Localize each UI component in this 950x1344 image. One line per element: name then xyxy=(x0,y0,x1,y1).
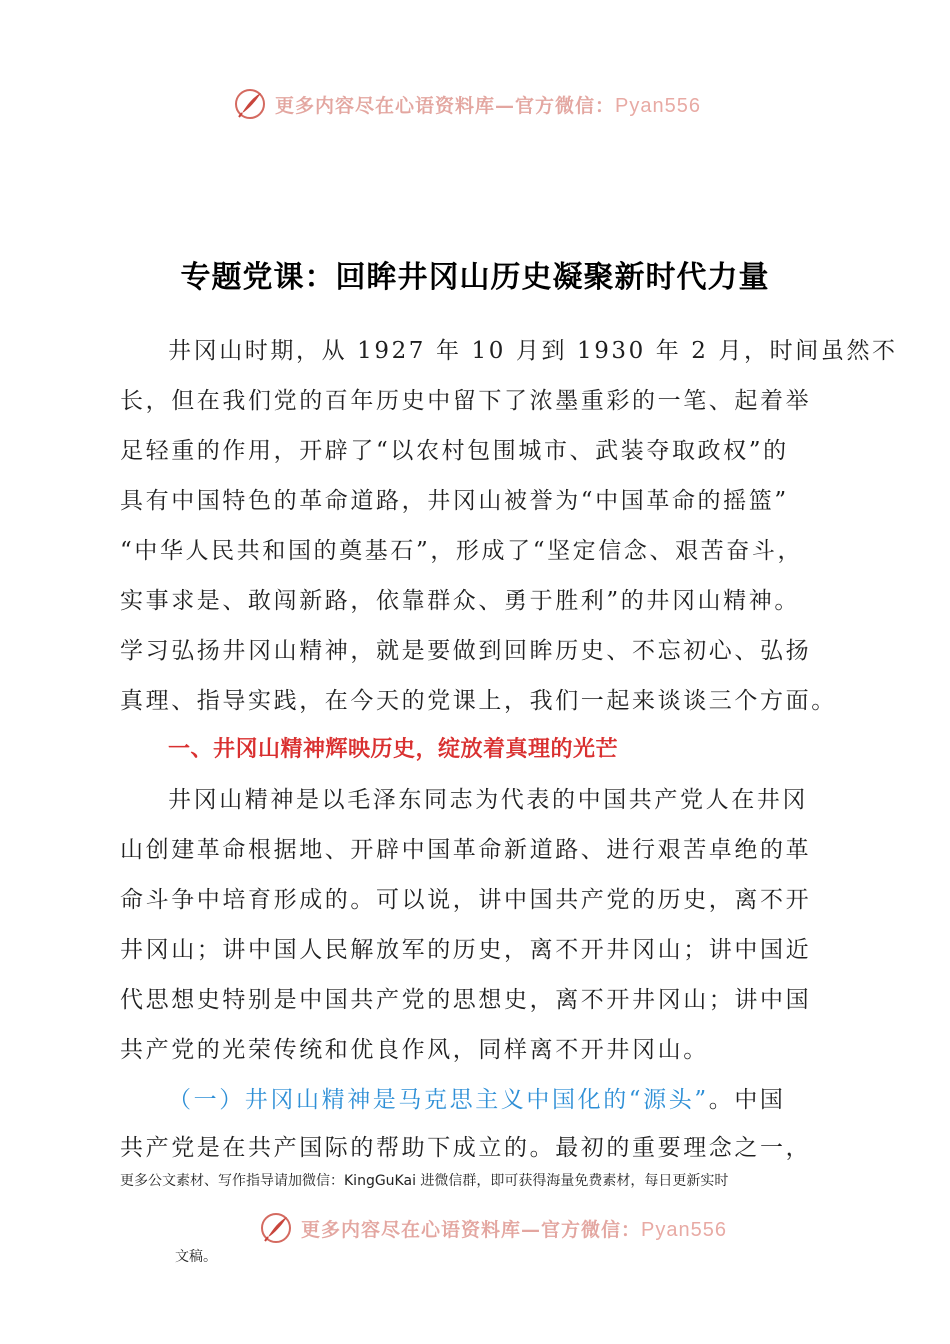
watermark-text xyxy=(301,1215,727,1242)
watermark-footer xyxy=(18,1208,950,1248)
paragraph-line: 长，但在我们党的百年历史中留下了浓墨重彩的一笔、起着举 xyxy=(120,388,812,414)
paragraph-line: 命斗争中培育形成的。可以说，讲中国共产党的历史，离不开 xyxy=(120,887,812,913)
subsection-text: 。中国 xyxy=(708,1087,786,1113)
paragraph-line: 实事求是、敢闯新路，依靠群众、勇于胜利”的井冈山精神。 xyxy=(120,588,800,614)
paragraph-line: 井冈山时期，从 1927 年 10 月到 1930 年 2 月，时间虽然不 xyxy=(168,338,898,364)
subsection-line xyxy=(168,1080,840,1120)
watermark-header xyxy=(0,84,942,124)
watermark-label: 更多内容尽在心语资料库—官方微信： xyxy=(275,94,616,117)
paragraph-line: 真理、指导实践，在今天的党课上，我们一起来谈谈三个方面。 xyxy=(120,688,837,714)
paragraph-line: 足轻重的作用，开辟了“以农村包围城市、武装夺取政权”的 xyxy=(120,438,789,464)
paragraph-line: “中华人民共和国的奠基石”，形成了“坚定信念、艰苦奋斗， xyxy=(120,538,804,564)
watermark-text xyxy=(275,91,701,118)
paragraph-line: 具有中国特色的革命道路，井冈山被誉为“中国革命的摇篮” xyxy=(120,488,789,514)
watermark-label: 更多内容尽在心语资料库—官方微信： xyxy=(301,1218,642,1241)
footer-note: 更多公文素材、写作指导请加微信：KingGuKai 进微信群，即可获得海量免费素材，每日更新实时 xyxy=(120,1173,729,1189)
paragraph-line: 山创建革命根据地、开辟中国革命新道路、进行艰苦卓绝的革 xyxy=(120,837,812,863)
paragraph-line: 代思想史特别是中国共产党的思想史，离不开井冈山；讲中国 xyxy=(120,987,812,1013)
watermark-wechat-id: Pyan556 xyxy=(641,1218,727,1241)
section-heading-1: 一、井冈山精神辉映历史，绽放着真理的光芒 xyxy=(168,737,619,762)
watermark-wechat-id: Pyan556 xyxy=(615,94,701,117)
paragraph-line: 井冈山；讲中国人民解放军的历史，离不开井冈山；讲中国近 xyxy=(120,937,812,963)
paragraph-line: 共产党是在共产国际的帮助下成立的。最初的重要理念之一， xyxy=(120,1135,812,1161)
paragraph-line: 井冈山精神是以毛泽东同志为代表的中国共产党人在井冈 xyxy=(168,787,808,813)
document-title: 专题党课：回眸井冈山历史凝聚新时代力量 xyxy=(180,260,770,295)
feather-logo-icon xyxy=(259,1211,293,1245)
paragraph-line: 学习弘扬井冈山精神，就是要做到回眸历史、不忘初心、弘扬 xyxy=(120,638,812,664)
subsection-heading-1: （一）井冈山精神是马克思主义中国化的“源头” xyxy=(168,1087,709,1113)
footer-note-continued: 文稿。 xyxy=(175,1249,217,1265)
feather-logo-icon xyxy=(233,87,267,121)
paragraph-line: 共产党的光荣传统和优良作风，同样离不开井冈山。 xyxy=(120,1037,709,1063)
